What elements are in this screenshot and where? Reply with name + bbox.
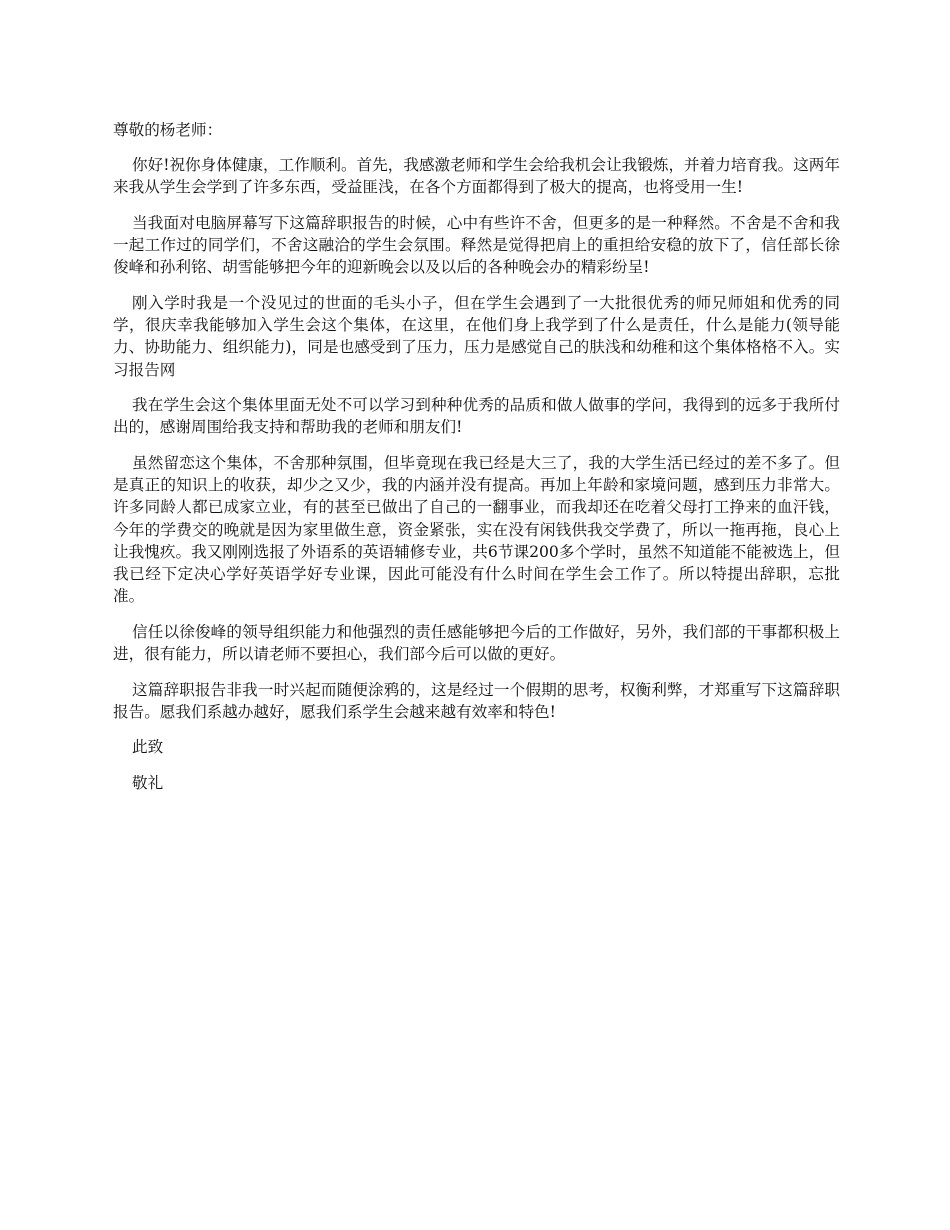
paragraph-learning: 我在学生会这个集体里面无处不可以学习到种种优秀的品质和做人做事的学问，我得到的远多于我所付出的，感谢周围给我支持和帮助我的老师和朋友们!	[113, 396, 840, 437]
salutation: 尊敬的杨老师：	[113, 121, 223, 139]
paragraph-greeting: 你好!祝你身体健康，工作顺利。首先，我感激老师和学生会给我机会让我锻炼，并着力培育我。这两年来我从学生会学到了许多东西，受益匪浅，在各个方面都得到了极大的提高，也将受用一生!	[113, 156, 840, 197]
closing-cizhi: 此致	[132, 738, 164, 757]
paragraph-joining: 刚入学时我是一个没见过的世面的毛头小子，但在学生会遇到了一大批很优秀的师兄师姐和优秀的同学，很庆幸我能够加入学生会这个集体，在这里，在他们身上我学到了什么是责任，什么是能力(领导能力、协助能力、组织能力)，同是也感受到了压力，压力是感觉自己的肤浅和幼稚和这个集体格格不入。实习报告网	[113, 294, 840, 379]
paragraph-reasons: 虽然留恋这个集体，不舍那种氛围，但毕竟现在我已经是大三了，我的大学生活已经过的差不多了。但是真正的知识上的收获，却少之又少，我的内涵并没有提高。再加上年龄和家境问题，感到压力非常大。许多同龄人都已成家立业，有的甚至已做出了自己的一翻事业，而我却还在吃着父母打工挣来的血汗钱，今年的学费交的晚就是因为家里做生意，资金紧张，实在没有闲钱供我交学费了，所以一拖再拖，良心上让我愧疚。我又刚刚选报了外语系的英语辅修专业，共6节课200多个学时，虽然不知道能不能被选上，但我已经下定决心学好英语学好专业课，因此可能没有什么时间在学生会工作了。所以特提出辞职，忘批准。	[113, 454, 840, 606]
paragraph-conclusion: 这篇辞职报告非我一时兴起而随便涂鸦的，这是经过一个假期的思考，权衡利弊，才郑重写下这篇辞职报告。愿我们系越办越好，愿我们系学生会越来越有效率和特色!	[113, 680, 840, 721]
letter-body	[113, 119, 840, 808]
paragraph-writing-report: 当我面对电脑屏幕写下这篇辞职报告的时候，心中有些许不舍，但更多的是一种释然。不舍是不舍和我一起工作过的同学们，不舍这融洽的学生会氛围。释然是觉得把肩上的重担给安稳的放下了，信任部长徐俊峰和孙利铭、胡雪能够把今年的迎新晚会以及以后的各种晚会办的精彩纷呈!	[113, 214, 840, 277]
paragraph-trust: 信任以徐俊峰的领导组织能力和他强烈的责任感能够把今后的工作做好，另外，我们部的干事都积极上进，很有能力，所以请老师不要担心，我们部今后可以做的更好。	[113, 622, 840, 664]
closing-jingli: 敬礼	[132, 774, 164, 792]
